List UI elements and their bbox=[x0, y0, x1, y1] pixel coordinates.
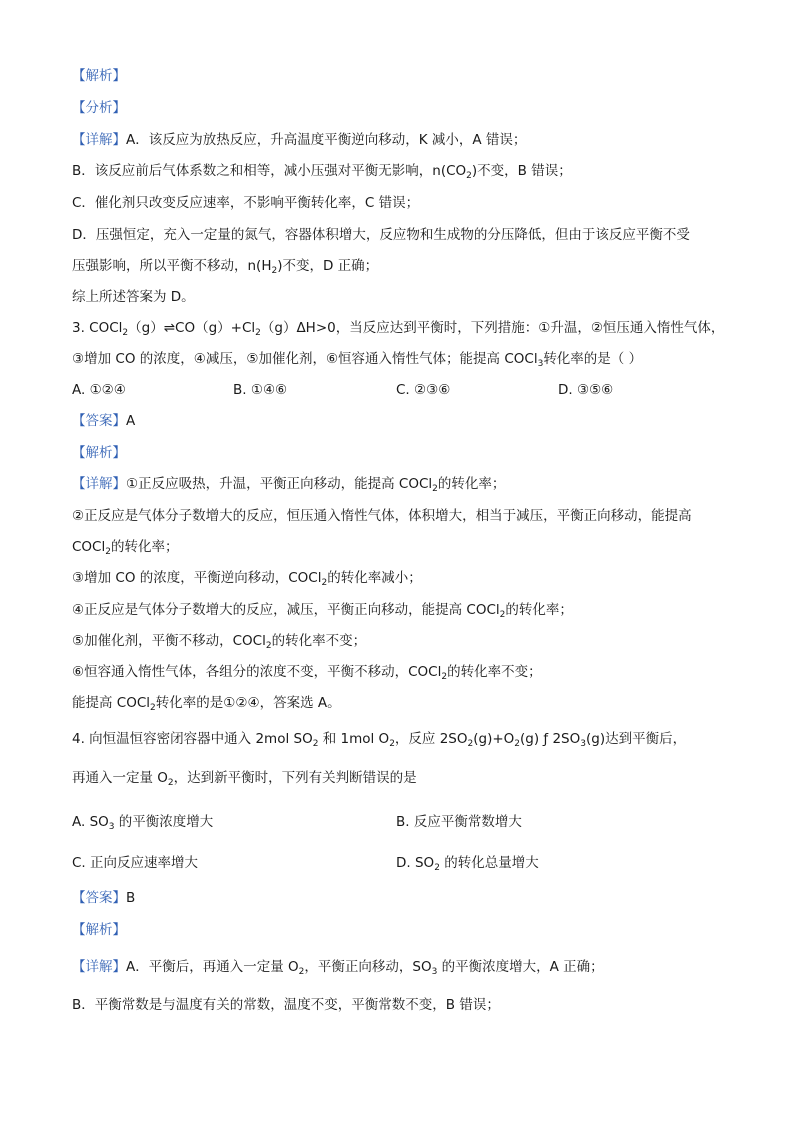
q2-detail-b: B．该反应前后气体系数之和相等，减小压强对平衡无影响，$n(CO_2)$不变，B 错误； bbox=[72, 163, 572, 181]
q3-stem-line1: 3. $COCl_2(g)\rightleftharpoons CO(g)+Cl_2(g)\Delta H>0$，当反应达到平衡时，下列措施：①升温，②恒压通入惰性气体， bbox=[72, 320, 725, 338]
q2-jiexi-heading: 【解析】 bbox=[72, 68, 126, 84]
q4-jiexi-heading: 【解析】 bbox=[72, 922, 126, 938]
q3-detail-2: ②正反应是气体分子数增大的反应，恒压通入惰性气体，体积增大，相当于减压，平衡正向移动，能提高 bbox=[72, 508, 692, 524]
q3-detail-1: 【详解】①正反应吸热，升温，平衡正向移动，能提高 COCl$_2$的转化率； bbox=[72, 476, 506, 494]
q3-detail-4: ③增加 CO 的浓度，平衡逆向移动，COCl$_2$的转化率减小； bbox=[72, 570, 422, 588]
q3-detail-8: 能提高 COCl$_2$转化率的是①②④，答案选 A。 bbox=[72, 695, 341, 713]
q4-option-c: C. 正向反应速率增大 bbox=[72, 855, 199, 871]
q2-fenxi-heading: 【分析】 bbox=[72, 100, 126, 116]
q4-option-b: B. 反应平衡常数增大 bbox=[396, 814, 522, 830]
q3-detail-3: COCl$_2$的转化率； bbox=[72, 539, 179, 557]
q3-option-a: A. ①②④ bbox=[72, 382, 126, 398]
q4-option-a: A. $SO_3$ 的平衡浓度增大 bbox=[72, 814, 214, 832]
q4-detail-b: B．平衡常数是与温度有关的常数，温度不变，平衡常数不变，B 错误； bbox=[72, 997, 500, 1013]
q3-detail-5: ④正反应是气体分子数增大的反应，减压，平衡正向移动，能提高 COCl$_2$的转化率； bbox=[72, 602, 573, 620]
q4-answer: 【答案】B bbox=[72, 890, 136, 906]
q2-detail-d-line1: D．压强恒定，充入一定量的氮气，容器体积增大，反应物和生成物的分压降低，但由于该反应平衡不受 bbox=[72, 227, 690, 243]
q3-option-b: B. ①④⑥ bbox=[233, 382, 288, 398]
q4-option-d: D. $SO_2$ 的转化总量增大 bbox=[396, 855, 539, 873]
q3-option-d: D. ③⑤⑥ bbox=[558, 382, 614, 398]
q4-stem-line2: 再通入一定量 $O_2$，达到新平衡时，下列有关判断错误的是 bbox=[72, 770, 417, 788]
q3-detail-7: ⑥恒容通入惰性气体，各组分的浓度不变，平衡不移动，COCl$_2$的转化率不变； bbox=[72, 664, 542, 682]
q2-detail-d-line2: 压强影响，所以平衡不移动，$n(H_2)$不变，D 正确； bbox=[72, 258, 379, 276]
q3-stem-line2: ③增加 CO 的浓度，④减压，⑤加催化剂，⑥恒容通入惰性气体；能提高 COCl$_3$转化率的是（ ） bbox=[72, 351, 643, 369]
q3-answer: 【答案】A bbox=[72, 413, 136, 429]
q2-summary: 综上所述答案为 D。 bbox=[72, 289, 195, 305]
q3-jiexi-heading: 【解析】 bbox=[72, 445, 126, 461]
q3-option-c: C. ②③⑥ bbox=[396, 382, 451, 398]
q4-stem-line1: 4. 向恒温恒容密闭容器中通入 2mol $SO_2$ 和 1mol $O_2$，反应 $2SO_2(g)+O_2(g)$ ƒ $2SO_3(g)$达到平衡后， bbox=[72, 731, 687, 749]
q3-detail-6: ⑤加催化剂，平衡不移动，COCl$_2$的转化率不变； bbox=[72, 633, 367, 651]
q2-detail-c: C．催化剂只改变反应速率，不影响平衡转化率，C 错误； bbox=[72, 195, 420, 211]
q2-detail-a: 【详解】A．该反应为放热反应，升高温度平衡逆向移动，K 减小，A 错误； bbox=[72, 132, 527, 148]
q4-detail-a: 【详解】A．平衡后，再通入一定量 $O_2$，平衡正向移动，$SO_3$ 的平衡浓度增大，A 正确； bbox=[72, 959, 604, 977]
